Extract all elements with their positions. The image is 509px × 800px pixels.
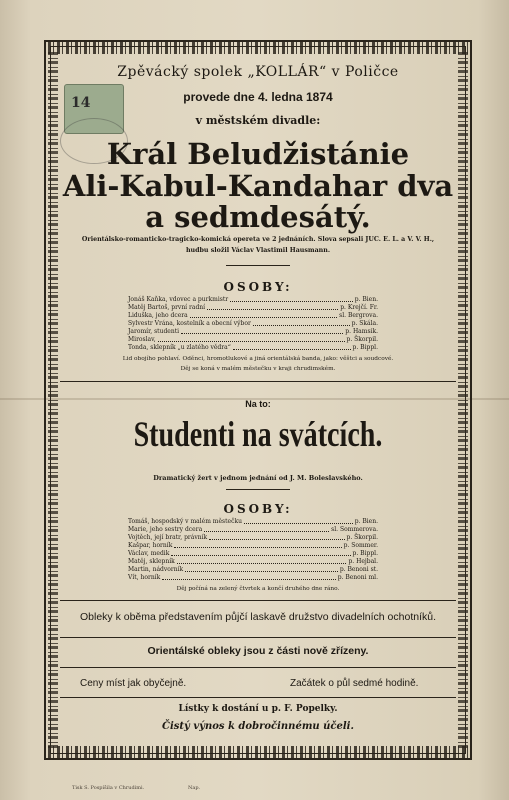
cast-row <box>128 566 378 574</box>
play1-description-line2: hudbu složil Václav Vlastimil Hausmann. <box>185 247 331 254</box>
cast-role: Tonda, sklepník „u zlatého vědra“ <box>128 344 231 351</box>
cast-role: Liduška, jeho dcera <box>128 312 188 319</box>
ticket-sales: Lístky k dostání u p. F. Popelky. <box>178 704 338 714</box>
play1-title-line1: Král Beludžistánie <box>106 137 410 171</box>
play1-note-line2: Děj se koná v malém městečku v kraji chrudimském. <box>180 366 336 372</box>
proceeds-line: Čistý výnos k dobročinnému účeli. <box>162 721 354 732</box>
cast-actor: p. Krejčí. Fr. <box>340 304 378 311</box>
cast-row <box>128 304 378 312</box>
cast-role: Václav, medik <box>128 550 170 557</box>
cast-actor: sl. Sommerova. <box>331 526 378 533</box>
oriental-costume-notice: Orientálské obleky jsou z části nově zřízeny. <box>147 645 369 657</box>
ornament-divider <box>226 265 290 266</box>
printer-credit: Tisk S. Pospíšila v Chrudimi. <box>72 785 145 791</box>
cast-row <box>128 558 378 566</box>
cast-role: Tomáš, hospodský v malém městečku <box>128 518 242 525</box>
cast-row <box>128 574 378 582</box>
right-ornament-border <box>458 52 468 748</box>
cast-row <box>128 550 378 558</box>
cast-role: Marie, jeho sestry dcera <box>128 526 203 533</box>
play2-note: Děj počíná na zelený čtvrtek a končí druhého dne ráno. <box>176 586 340 592</box>
cast-role: Sylvestr Vrána, kostelník a obecní výbor <box>128 320 251 327</box>
top-ornament-border <box>48 42 468 54</box>
section-divider <box>60 381 456 382</box>
cast-row <box>128 518 378 526</box>
section-divider <box>60 600 456 601</box>
play2-cast-list <box>128 518 378 582</box>
cast-actor: p. Bippl. <box>352 550 378 557</box>
start-time: Začátek o půl sedmé hodině. <box>290 678 419 689</box>
play1-cast-heading: OSOBY: <box>223 280 293 294</box>
cast-actor: p. Škorpil. <box>346 336 378 343</box>
cast-actor: p. Hamsik. <box>345 328 378 335</box>
venue-line: v městském divadle: <box>195 114 321 127</box>
play1-description-line1: Orientálsko-romanticko-tragicko-komická opereta ve 2 jednáních. Slova sepsali JUC. E. L. a V. V. H., <box>81 236 435 243</box>
play1-cast-list <box>128 296 378 352</box>
printer-mark: Nap. <box>188 785 201 791</box>
cast-actor: p. Hejbal. <box>348 558 378 565</box>
play1-note-line1: Lid obojího pohlaví. Oděnci, hromotlukové a jiná orientálská banda, jako: věštci a soudcové. <box>122 356 394 362</box>
cast-actor: p. Škorpil. <box>346 534 378 541</box>
cast-actor: p. Sommer. <box>343 542 378 549</box>
separator-label: Na to: <box>245 399 271 409</box>
section-divider <box>60 667 456 668</box>
section-divider <box>60 637 456 638</box>
left-ornament-border <box>48 52 58 748</box>
cast-role: Martin, nádvorník <box>128 566 184 573</box>
cast-role: Miroslav, <box>128 336 156 343</box>
cast-row <box>128 344 378 352</box>
cast-role: Kašpar, horník <box>128 542 173 549</box>
costume-notice: Obleky k oběma představením půjčí laskavě družstvo divadelních ochotníků. <box>79 611 437 623</box>
cast-row <box>128 542 378 550</box>
cast-row <box>128 328 378 336</box>
play1-title-line3: a sedmdesátý. <box>145 200 371 234</box>
cast-role: Matěj Bartoš, první radní <box>128 304 206 311</box>
cast-actor: p. Benoni st. <box>339 566 378 573</box>
cast-row <box>128 534 378 542</box>
section-divider <box>60 697 456 698</box>
cast-actor: p. Bien. <box>354 296 378 303</box>
ticket-prices: Ceny míst jak obyčejně. <box>80 678 187 689</box>
cast-actor: p. Bien. <box>354 518 378 525</box>
cast-row <box>128 336 378 344</box>
play2-description: Dramatický žert v jednom jednání od J. M. Boleslavského. <box>153 474 363 482</box>
cast-role: Matěj, sklepník <box>128 558 175 565</box>
cast-role: Jonáš Kaňka, vdovec a purkmistr <box>128 296 229 303</box>
society-line: Zpěvácký spolek „KOLLÁR“ v Poličce <box>117 64 399 80</box>
play2-title: Studenti na svátcích. <box>133 414 383 454</box>
cast-row <box>128 312 378 320</box>
cast-actor: p. Benoni ml. <box>337 574 378 581</box>
play2-cast-heading: OSOBY: <box>223 502 293 516</box>
cast-role: Jaromír, studenti <box>128 328 180 335</box>
ornament-divider <box>226 489 290 490</box>
cast-actor: sl. Bergrova. <box>339 312 378 319</box>
cast-row <box>128 320 378 328</box>
cast-row <box>128 526 378 534</box>
cast-actor: p. Skála. <box>351 320 378 327</box>
cast-role: Vít, horník <box>128 574 161 581</box>
cast-role: Vojtěch, její bratr, právník <box>128 534 208 541</box>
play1-title-line2: Ali-Kabul-Kandahar dva <box>62 169 454 203</box>
cast-actor: p. Bippl. <box>352 344 378 351</box>
tax-stamp-value: 14 <box>71 95 91 111</box>
bottom-ornament-border <box>48 746 468 758</box>
performance-date: provede dne 4. ledna 1874 <box>183 90 333 104</box>
cast-row <box>128 296 378 304</box>
